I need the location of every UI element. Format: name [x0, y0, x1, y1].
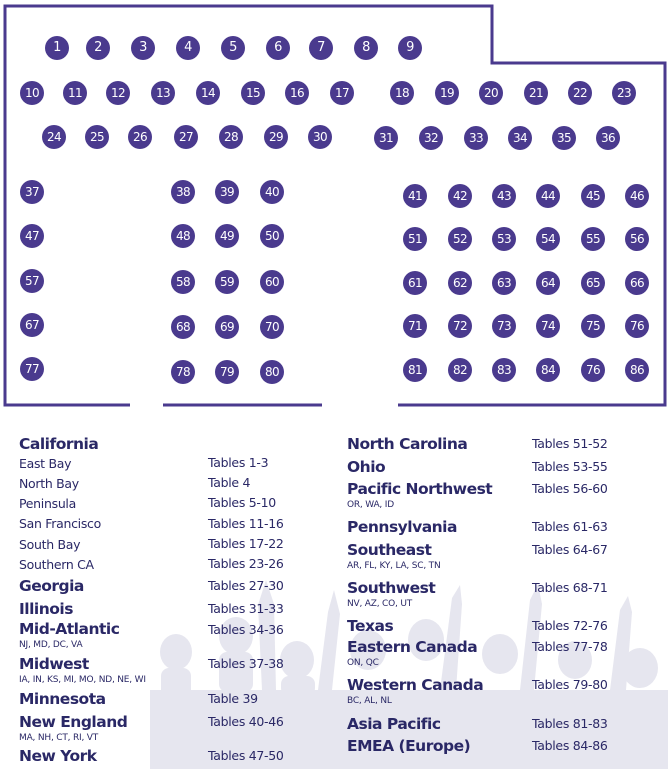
table-marker-23: 23	[612, 81, 636, 105]
table-marker-69: 69	[215, 315, 239, 339]
table-marker-58: 58	[171, 270, 195, 294]
table-marker-26: 26	[128, 125, 152, 149]
tables-georgia: Tables 27-30	[208, 578, 284, 593]
table-marker-48: 48	[171, 224, 195, 248]
region-minnesota: Minnesota	[19, 690, 106, 708]
table-marker-41: 41	[403, 184, 427, 208]
table-marker-30: 30	[308, 125, 332, 149]
region-southern-ca: Southern CA	[19, 557, 94, 572]
tables-north-carolina: Tables 51-52	[532, 436, 608, 451]
table-marker-45: 45	[581, 184, 605, 208]
region-east-bay: East Bay	[19, 456, 72, 471]
table-marker-14: 14	[196, 81, 220, 105]
region-midwest: Midwest	[19, 655, 89, 673]
tables-south-bay: Tables 17-22	[208, 536, 284, 551]
table-marker-29: 29	[264, 125, 288, 149]
tables-texas: Tables 72-76	[532, 618, 608, 633]
region-asia-pacific: Asia Pacific	[347, 715, 441, 733]
table-marker-53: 53	[492, 227, 516, 251]
tables-new-york: Tables 47-50	[208, 748, 284, 763]
region-eastern-canada: Eastern Canada	[347, 638, 478, 656]
table-marker-47: 47	[20, 224, 44, 248]
table-marker-67: 67	[20, 313, 44, 337]
region-north-bay: North Bay	[19, 476, 79, 491]
table-marker-21: 21	[524, 81, 548, 105]
region-ohio: Ohio	[347, 458, 386, 476]
tables-southern-ca: Tables 23-26	[208, 556, 284, 571]
table-marker-27: 27	[174, 125, 198, 149]
table-marker-71: 71	[403, 314, 427, 338]
tables-southwest: Tables 68-71	[532, 580, 608, 595]
table-marker-16: 16	[285, 81, 309, 105]
table-marker-19: 19	[435, 81, 459, 105]
table-marker-70: 70	[260, 315, 284, 339]
table-marker-39: 39	[215, 180, 239, 204]
table-marker-60: 60	[260, 270, 284, 294]
states-western-canada: BC, AL, NL	[347, 696, 392, 706]
table-marker-78: 78	[171, 360, 195, 384]
tables-east-bay: Tables 1-3	[208, 455, 269, 470]
tables-san-francisco: Tables 11-16	[208, 516, 284, 531]
tables-north-bay: Table 4	[208, 475, 251, 490]
table-marker-3: 3	[131, 36, 155, 60]
table-marker-2: 2	[86, 36, 110, 60]
states-pacific-northwest: OR, WA, ID	[347, 500, 394, 510]
table-marker-1: 1	[45, 36, 69, 60]
region-pacific-northwest: Pacific Northwest	[347, 480, 493, 498]
table-marker-42: 42	[448, 184, 472, 208]
table-marker-65: 65	[581, 271, 605, 295]
table-marker-50: 50	[260, 224, 284, 248]
table-marker-4: 4	[176, 36, 200, 60]
table-marker-24: 24	[42, 125, 66, 149]
tables-peninsula: Tables 5-10	[208, 495, 276, 510]
table-marker-56: 56	[625, 227, 649, 251]
table-marker-8: 8	[354, 36, 378, 60]
table-marker-9: 9	[398, 36, 422, 60]
region-southeast: Southeast	[347, 541, 432, 559]
tables-western-canada: Tables 79-80	[532, 677, 608, 692]
table-marker-34: 34	[508, 126, 532, 150]
table-marker-44: 44	[536, 184, 560, 208]
region-texas: Texas	[347, 617, 394, 635]
table-marker-59: 59	[215, 270, 239, 294]
table-marker-51: 51	[403, 227, 427, 251]
table-marker-57: 57	[20, 269, 44, 293]
table-marker-80: 80	[260, 360, 284, 384]
states-southeast: AR, FL, KY, LA, SC, TN	[347, 561, 441, 571]
table-marker-43: 43	[492, 184, 516, 208]
table-marker-86: 86	[625, 358, 649, 382]
table-marker-10: 10	[20, 81, 44, 105]
region-new-england: New England	[19, 713, 128, 731]
tables-illinois: Tables 31-33	[208, 601, 284, 616]
table-marker-25: 25	[85, 125, 109, 149]
table-marker-7: 7	[309, 36, 333, 60]
room-outline	[5, 6, 665, 405]
states-mid-atlantic: NJ, MD, DC, VA	[19, 640, 83, 650]
table-marker-36: 36	[596, 126, 620, 150]
table-marker-75: 75	[581, 314, 605, 338]
table-marker-5: 5	[221, 36, 245, 60]
table-marker-64: 64	[536, 271, 560, 295]
table-marker-54: 54	[536, 227, 560, 251]
table-marker-49: 49	[215, 224, 239, 248]
region-georgia: Georgia	[19, 577, 84, 595]
states-new-england: MA, NH, CT, RI, VT	[19, 733, 99, 743]
table-marker-22: 22	[568, 81, 592, 105]
tables-midwest: Tables 37-38	[208, 656, 284, 671]
tables-pennsylvania: Tables 61-63	[532, 519, 608, 534]
table-marker-83: 83	[492, 358, 516, 382]
region-san-francisco: San Francisco	[19, 516, 101, 531]
region-emea: EMEA (Europe)	[347, 737, 471, 755]
tables-asia-pacific: Tables 81-83	[532, 716, 608, 731]
region-southwest: Southwest	[347, 579, 436, 597]
table-marker-20: 20	[479, 81, 503, 105]
tables-emea: Tables 84-86	[532, 738, 608, 753]
table-marker-11: 11	[63, 81, 87, 105]
table-marker-32: 32	[419, 126, 443, 150]
table-marker-33: 33	[464, 126, 488, 150]
tables-ohio: Tables 53-55	[532, 459, 608, 474]
region-mid-atlantic: Mid-Atlantic	[19, 620, 120, 638]
region-peninsula: Peninsula	[19, 496, 76, 511]
table-marker-38: 38	[171, 180, 195, 204]
table-marker-31: 31	[374, 126, 398, 150]
table-marker-37: 37	[20, 180, 44, 204]
table-marker-63: 63	[492, 271, 516, 295]
table-marker-40: 40	[260, 180, 284, 204]
table-marker-12: 12	[106, 81, 130, 105]
table-marker-82: 82	[448, 358, 472, 382]
region-illinois: Illinois	[19, 600, 73, 618]
table-marker-52: 52	[448, 227, 472, 251]
table-marker-84: 84	[536, 358, 560, 382]
table-marker-6: 6	[266, 36, 290, 60]
table-marker-68: 68	[171, 315, 195, 339]
table-marker-66: 66	[625, 271, 649, 295]
region-new-york: New York	[19, 747, 97, 765]
table-marker-61: 61	[403, 271, 427, 295]
tables-southeast: Tables 64-67	[532, 542, 608, 557]
table-marker-28: 28	[219, 125, 243, 149]
table-marker-81: 81	[403, 358, 427, 382]
table-marker-17: 17	[330, 81, 354, 105]
table-marker-55: 55	[581, 227, 605, 251]
table-marker-79: 79	[215, 360, 239, 384]
table-marker-15: 15	[241, 81, 265, 105]
tables-minnesota: Table 39	[208, 691, 258, 706]
tables-new-england: Tables 40-46	[208, 714, 284, 729]
region-california: California	[19, 435, 99, 453]
tables-mid-atlantic: Tables 34-36	[208, 622, 284, 637]
region-north-carolina: North Carolina	[347, 435, 468, 453]
table-marker-62: 62	[448, 271, 472, 295]
region-pennsylvania: Pennsylvania	[347, 518, 457, 536]
table-marker-35: 35	[552, 126, 576, 150]
table-marker-74: 74	[536, 314, 560, 338]
table-marker-18: 18	[390, 81, 414, 105]
table-marker-77: 77	[20, 357, 44, 381]
region-western-canada: Western Canada	[347, 676, 484, 694]
tables-eastern-canada: Tables 77-78	[532, 639, 608, 654]
table-marker-46: 46	[625, 184, 649, 208]
table-marker-73: 73	[492, 314, 516, 338]
table-marker-76: 76	[581, 358, 605, 382]
states-southwest: NV, AZ, CO, UT	[347, 599, 413, 609]
table-marker-13: 13	[151, 81, 175, 105]
table-marker-76: 76	[625, 314, 649, 338]
tables-pacific-northwest: Tables 56-60	[532, 481, 608, 496]
states-midwest: IA, IN, KS, MI, MO, ND, NE, WI	[19, 675, 146, 685]
region-south-bay: South Bay	[19, 537, 81, 552]
table-marker-72: 72	[448, 314, 472, 338]
states-eastern-canada: ON, QC	[347, 658, 379, 668]
